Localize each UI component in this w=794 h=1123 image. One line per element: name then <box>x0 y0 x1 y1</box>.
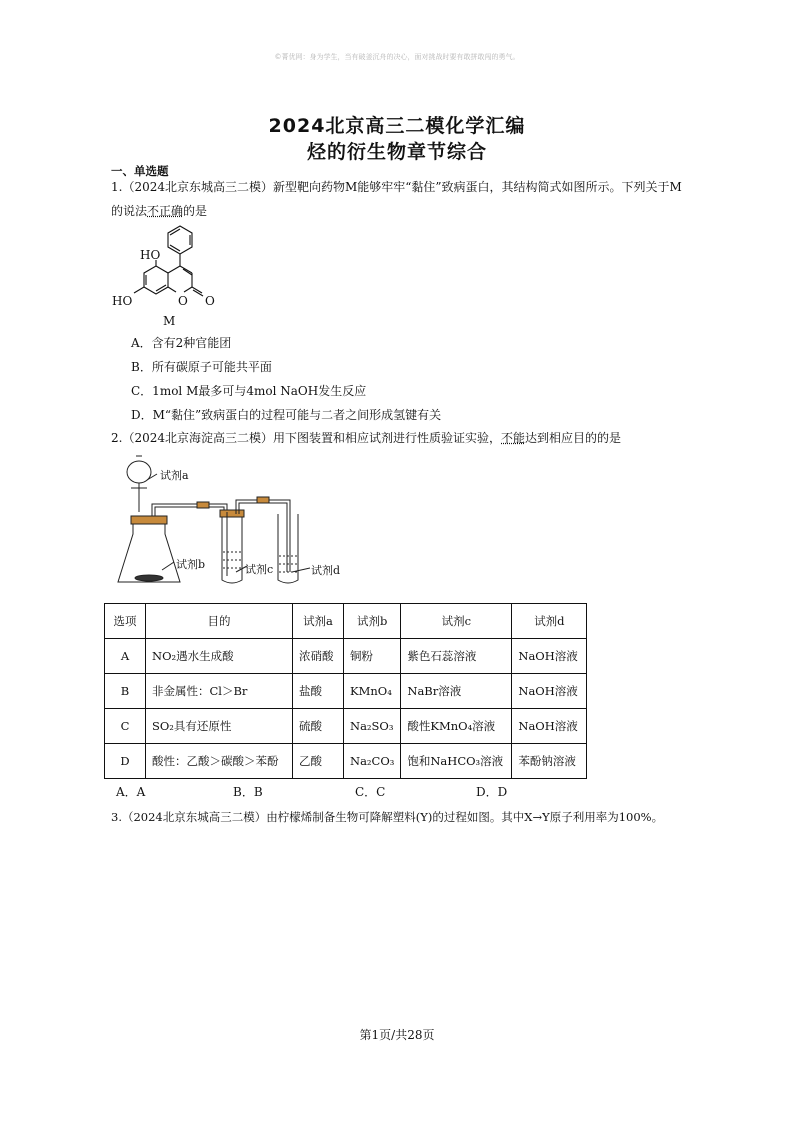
page-title: 2024北京高三二模化学汇编 <box>268 115 526 137</box>
question-text: 达到相应目的的是 <box>525 431 622 445</box>
table-header: 目的 <box>146 604 293 639</box>
table-row <box>105 639 587 674</box>
table-cell: D <box>105 744 146 779</box>
table-row <box>105 744 587 779</box>
option-d: D．M“黏住”致病蛋白的过程可能与二者之间形成氢键有关 <box>131 408 442 422</box>
reagent-table <box>104 603 587 779</box>
page-subtitle: 烃的衍生物章节综合 <box>306 141 487 163</box>
label-reagent-c: 试剂c <box>245 563 274 576</box>
table-row <box>105 674 587 709</box>
question-number: 3. <box>111 810 122 824</box>
answer-d: D．D <box>476 785 508 799</box>
table-cell: SO₂具有还原性 <box>146 709 293 744</box>
question-text: 用下图装置和相应试剂进行性质验证实验， <box>273 431 502 445</box>
table-cell: B <box>105 674 146 709</box>
table-header: 试剂d <box>512 604 587 639</box>
question-number: 2. <box>111 431 123 445</box>
section-heading: 一、单选题 <box>111 164 169 178</box>
emphasis-text: 不能 <box>501 431 526 445</box>
table-row <box>105 709 587 744</box>
table-cell: NO₂遇水生成酸 <box>146 639 293 674</box>
emphasis-text: 不正确 <box>147 204 184 218</box>
table-header: 选项 <box>105 604 146 639</box>
question-3-stem <box>111 809 663 825</box>
question-text: 的是 <box>183 204 208 218</box>
table-cell: 浓硝酸 <box>293 639 344 674</box>
table-cell: 苯酚钠溶液 <box>512 744 587 779</box>
answer-b: B．B <box>233 785 263 799</box>
mol-o-ring: O <box>178 294 188 308</box>
table-header: 试剂a <box>293 604 344 639</box>
mol-ho-top: HO <box>140 248 161 262</box>
question-source: （2024北京海淀高三二模） <box>122 431 273 445</box>
table-cell: 酸性：乙酸＞碳酸＞苯酚 <box>146 744 293 779</box>
table-cell: Na₂CO₃ <box>344 744 401 779</box>
table-cell: 盐酸 <box>293 674 344 709</box>
label-reagent-b: 试剂b <box>176 558 206 571</box>
question-number: 1. <box>111 180 123 194</box>
table-header: 试剂b <box>344 604 401 639</box>
label-reagent-a: 试剂a <box>160 469 189 482</box>
table-cell: NaOH溶液 <box>512 639 587 674</box>
watermark: ©菁优网：身为学生，当有破釜沉舟的决心，面对挑战时要有敢拼敢闯的勇气。 <box>274 53 520 61</box>
table-cell: C <box>105 709 146 744</box>
question-source: （2024北京东城高三二模） <box>122 180 273 194</box>
table-cell: NaBr溶液 <box>401 674 512 709</box>
table-cell: 酸性KMnO₄溶液 <box>401 709 512 744</box>
question-1-stem-cont <box>111 203 207 219</box>
mol-ho-left: HO <box>112 294 133 308</box>
molecule-label: M <box>163 314 176 328</box>
question-text: 的说法 <box>111 204 148 218</box>
question-2-stem <box>111 430 621 446</box>
table-cell: 铜粉 <box>344 639 401 674</box>
question-1-stem <box>111 179 682 195</box>
mol-o-carbonyl: O <box>205 294 215 308</box>
table-cell: KMnO₄ <box>344 674 401 709</box>
table-cell: Na₂SO₃ <box>344 709 401 744</box>
answer-a: A．A <box>116 785 146 799</box>
table-cell: NaOH溶液 <box>512 709 587 744</box>
option-c: C．1mol M最多可与4mol NaOH发生反应 <box>131 384 367 398</box>
question-text: 新型靶向药物M能够牢牢“黏住”致病蛋白，其结构简式如图所示。下列关于M <box>273 180 682 194</box>
label-reagent-d: 试剂d <box>311 564 341 577</box>
page-footer: 第1页/共28页 <box>359 1028 435 1042</box>
table-cell: 乙酸 <box>293 744 344 779</box>
table-cell: 硫酸 <box>293 709 344 744</box>
option-a: A．含有2种官能团 <box>131 336 232 350</box>
table-cell: A <box>105 639 146 674</box>
answer-c: C．C <box>355 785 386 799</box>
table-cell: 非金属性：Cl＞Br <box>146 674 293 709</box>
table-header-row <box>105 604 587 639</box>
question-text: （2024北京东城高三二模）由柠檬烯制备生物可降解塑料(Y)的过程如图。其中X→Y原子利用率为100%。 <box>121 810 664 824</box>
table-cell: 饱和NaHCO₃溶液 <box>401 744 512 779</box>
table-cell: NaOH溶液 <box>512 674 587 709</box>
option-b: B．所有碳原子可能共平面 <box>131 360 272 374</box>
table-header: 试剂c <box>401 604 512 639</box>
table-cell: 紫色石蕊溶液 <box>401 639 512 674</box>
